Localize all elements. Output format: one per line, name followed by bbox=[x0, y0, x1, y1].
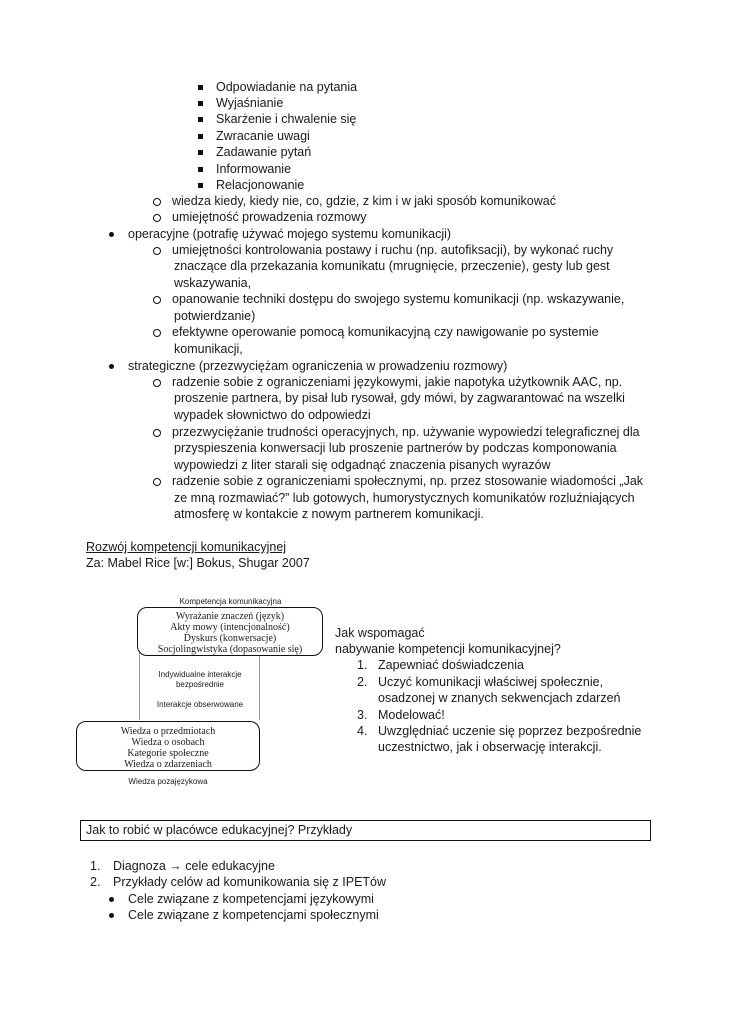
list-item: Cele związane z kompetencjami społecznymi bbox=[128, 908, 379, 922]
bullet-icon bbox=[109, 232, 114, 237]
list-item-continuation: ze mną rozmawiać?” lub gotowych, humorystycznych komunikatów rozluźniających bbox=[174, 491, 635, 505]
circle-bullet-icon bbox=[153, 329, 161, 337]
list-item: umiejętność prowadzenia rozmowy bbox=[172, 210, 367, 224]
list-item-continuation: atmosferę w kontakcie z nowym partnerem komunikacji. bbox=[174, 507, 484, 521]
list-number: 1. bbox=[357, 658, 368, 672]
circle-bullet-icon bbox=[153, 296, 161, 304]
square-bullet-icon bbox=[198, 167, 203, 172]
list-item-continuation: wypadek słownictwo do odpowiedzi bbox=[174, 408, 371, 422]
list-item-continuation: uczestnictwo, jak i obserwację interakcji. bbox=[378, 740, 602, 754]
list-item: opanowanie techniki dostępu do swojego systemu komunikacji (np. wskazywanie, bbox=[172, 292, 625, 306]
help-title: nabywanie kompetencji komunikacyjnej? bbox=[335, 642, 561, 656]
list-item: Uczyć komunikacji właściwej społecznie, bbox=[378, 675, 604, 689]
list-item-continuation: proszenie partnera, by pisał lub rysował, gdy mówi, by zagwarantować na wszelki bbox=[174, 391, 625, 405]
list-item: Przykłady celów ad komunikowania się z IPETów bbox=[113, 875, 387, 889]
circle-bullet-icon bbox=[153, 198, 161, 206]
framed-heading: Jak to robić w placówce edukacyjnej? Przykłady bbox=[86, 823, 353, 837]
list-item: Zwracanie uwagi bbox=[216, 129, 310, 143]
bullet-icon bbox=[109, 913, 114, 918]
list-item: umiejętności kontrolowania postawy i ruchu (np. autofiksacji), by wykonać ruchy bbox=[172, 243, 614, 257]
diagram-bottom-item: Wiedza o przedmiotach bbox=[120, 726, 216, 737]
list-item-continuation: komunikacji, bbox=[174, 342, 243, 356]
list-number: 1. bbox=[90, 859, 101, 873]
square-bullet-icon bbox=[198, 85, 203, 90]
list-item: Skarżenie i chwalenie się bbox=[216, 112, 357, 126]
section-label: operacyjne (potrafię używać mojego systemu komunikacji) bbox=[128, 227, 452, 241]
list-number: 4. bbox=[357, 724, 368, 738]
square-bullet-icon bbox=[198, 117, 203, 122]
list-item: wiedza kiedy, kiedy nie, co, gdzie, z kim i w jaki sposób komunikować bbox=[172, 194, 556, 208]
list-item-continuation: potwierdzanie) bbox=[174, 309, 256, 323]
diagram-middle-label: Interakcje obserwowane bbox=[156, 700, 244, 709]
list-item: Relacjonowanie bbox=[216, 178, 305, 192]
circle-bullet-icon bbox=[153, 214, 161, 222]
list-item: radzenie sobie z ograniczeniami społecznymi, np. przez stosowanie wiadomości „Jak bbox=[172, 474, 644, 488]
section-source: Za: Mabel Rice [w:] Bokus, Shugar 2007 bbox=[86, 556, 310, 570]
circle-bullet-icon bbox=[153, 478, 161, 486]
list-number: 2. bbox=[90, 875, 101, 889]
help-title: Jak wspomagać bbox=[335, 626, 425, 640]
list-item: Modelować! bbox=[378, 708, 445, 722]
bullet-icon bbox=[109, 897, 114, 902]
square-bullet-icon bbox=[198, 101, 203, 106]
list-item: Odpowiadanie na pytania bbox=[216, 80, 358, 94]
circle-bullet-icon bbox=[153, 379, 161, 387]
circle-bullet-icon bbox=[153, 247, 161, 255]
diagram-top-box bbox=[137, 607, 323, 656]
list-item-continuation: znaczące dla przekazania komunikatu (mrugnięcie, przeczenie), gesty lub gest bbox=[174, 259, 610, 273]
diagram-bottom-box bbox=[76, 721, 260, 771]
bullet-icon bbox=[109, 364, 114, 369]
list-item: przezwyciężanie trudności operacyjnych, np. używanie wypowiedzi telegraficznej dla bbox=[172, 425, 640, 439]
framed-heading-box bbox=[80, 820, 651, 841]
list-item-continuation: przyspieszenia konwersacji lub proszenie partnerów by podczas komponowania bbox=[174, 441, 617, 455]
diagram-middle-label: Indywidualne interakcje bbox=[158, 670, 242, 679]
diagram-bottom-item: Wiedza o osobach bbox=[131, 737, 205, 748]
list-number: 3. bbox=[357, 708, 368, 722]
square-bullet-icon bbox=[198, 150, 203, 155]
diagram-top-item: Dyskurs (konwersacje) bbox=[183, 633, 277, 644]
diagram-bottom-item: Wiedza o zdarzeniach bbox=[124, 759, 212, 770]
diagram-middle-label: bezpośrednie bbox=[175, 680, 225, 689]
square-bullet-icon bbox=[198, 183, 203, 188]
list-item: efektywne operowanie pomocą komunikacyjną czy nawigowanie po systemie bbox=[172, 325, 599, 339]
list-item: Zapewniać doświadczenia bbox=[378, 658, 524, 672]
list-item: Informowanie bbox=[216, 162, 292, 176]
diagram-bottom-item: Kategorie społeczne bbox=[127, 748, 209, 759]
list-item: Uwzględniać uczenie się poprzez bezpośrednie bbox=[378, 724, 642, 738]
diagram-top-item: Wyrażanie znaczeń (język) bbox=[175, 611, 285, 622]
section-title: Rozwój kompetencji komunikacyjnej bbox=[86, 540, 287, 554]
list-item: Cele związane z kompetencjami językowymi bbox=[128, 892, 374, 906]
diagram-bottom-caption: Wiedza pozajęzykowa bbox=[128, 777, 208, 786]
list-item-continuation: osadzonej w znanych sekwencjach zdarzeń bbox=[378, 691, 621, 705]
square-bullet-icon bbox=[198, 134, 203, 139]
diagram-top-item: Socjolingwistyka (dopasowanie się) bbox=[157, 644, 303, 655]
list-item: Diagnoza → cele edukacyjne bbox=[113, 859, 275, 873]
list-item: Wyjaśnianie bbox=[216, 96, 284, 110]
diagram-top-item: Akty mowy (intencjonalność) bbox=[170, 622, 290, 633]
diagram-top-caption: Kompetencja komunikacyjna bbox=[179, 597, 282, 606]
list-number: 2. bbox=[357, 675, 368, 689]
section-label: strategiczne (przezwyciężam ograniczenia w prowadzeniu rozmowy) bbox=[128, 359, 508, 373]
list-item: radzenie sobie z ograniczeniami językowymi, jakie napotyka użytkownik AAC, np. bbox=[172, 375, 623, 389]
circle-bullet-icon bbox=[153, 429, 161, 437]
list-item-continuation: wskazywania, bbox=[174, 276, 252, 290]
list-item: Zadawanie pytań bbox=[216, 145, 312, 159]
list-item-continuation: wypowiedzi z liter starali się odgadnąć znaczenia pisanych wyrazów bbox=[174, 458, 551, 472]
